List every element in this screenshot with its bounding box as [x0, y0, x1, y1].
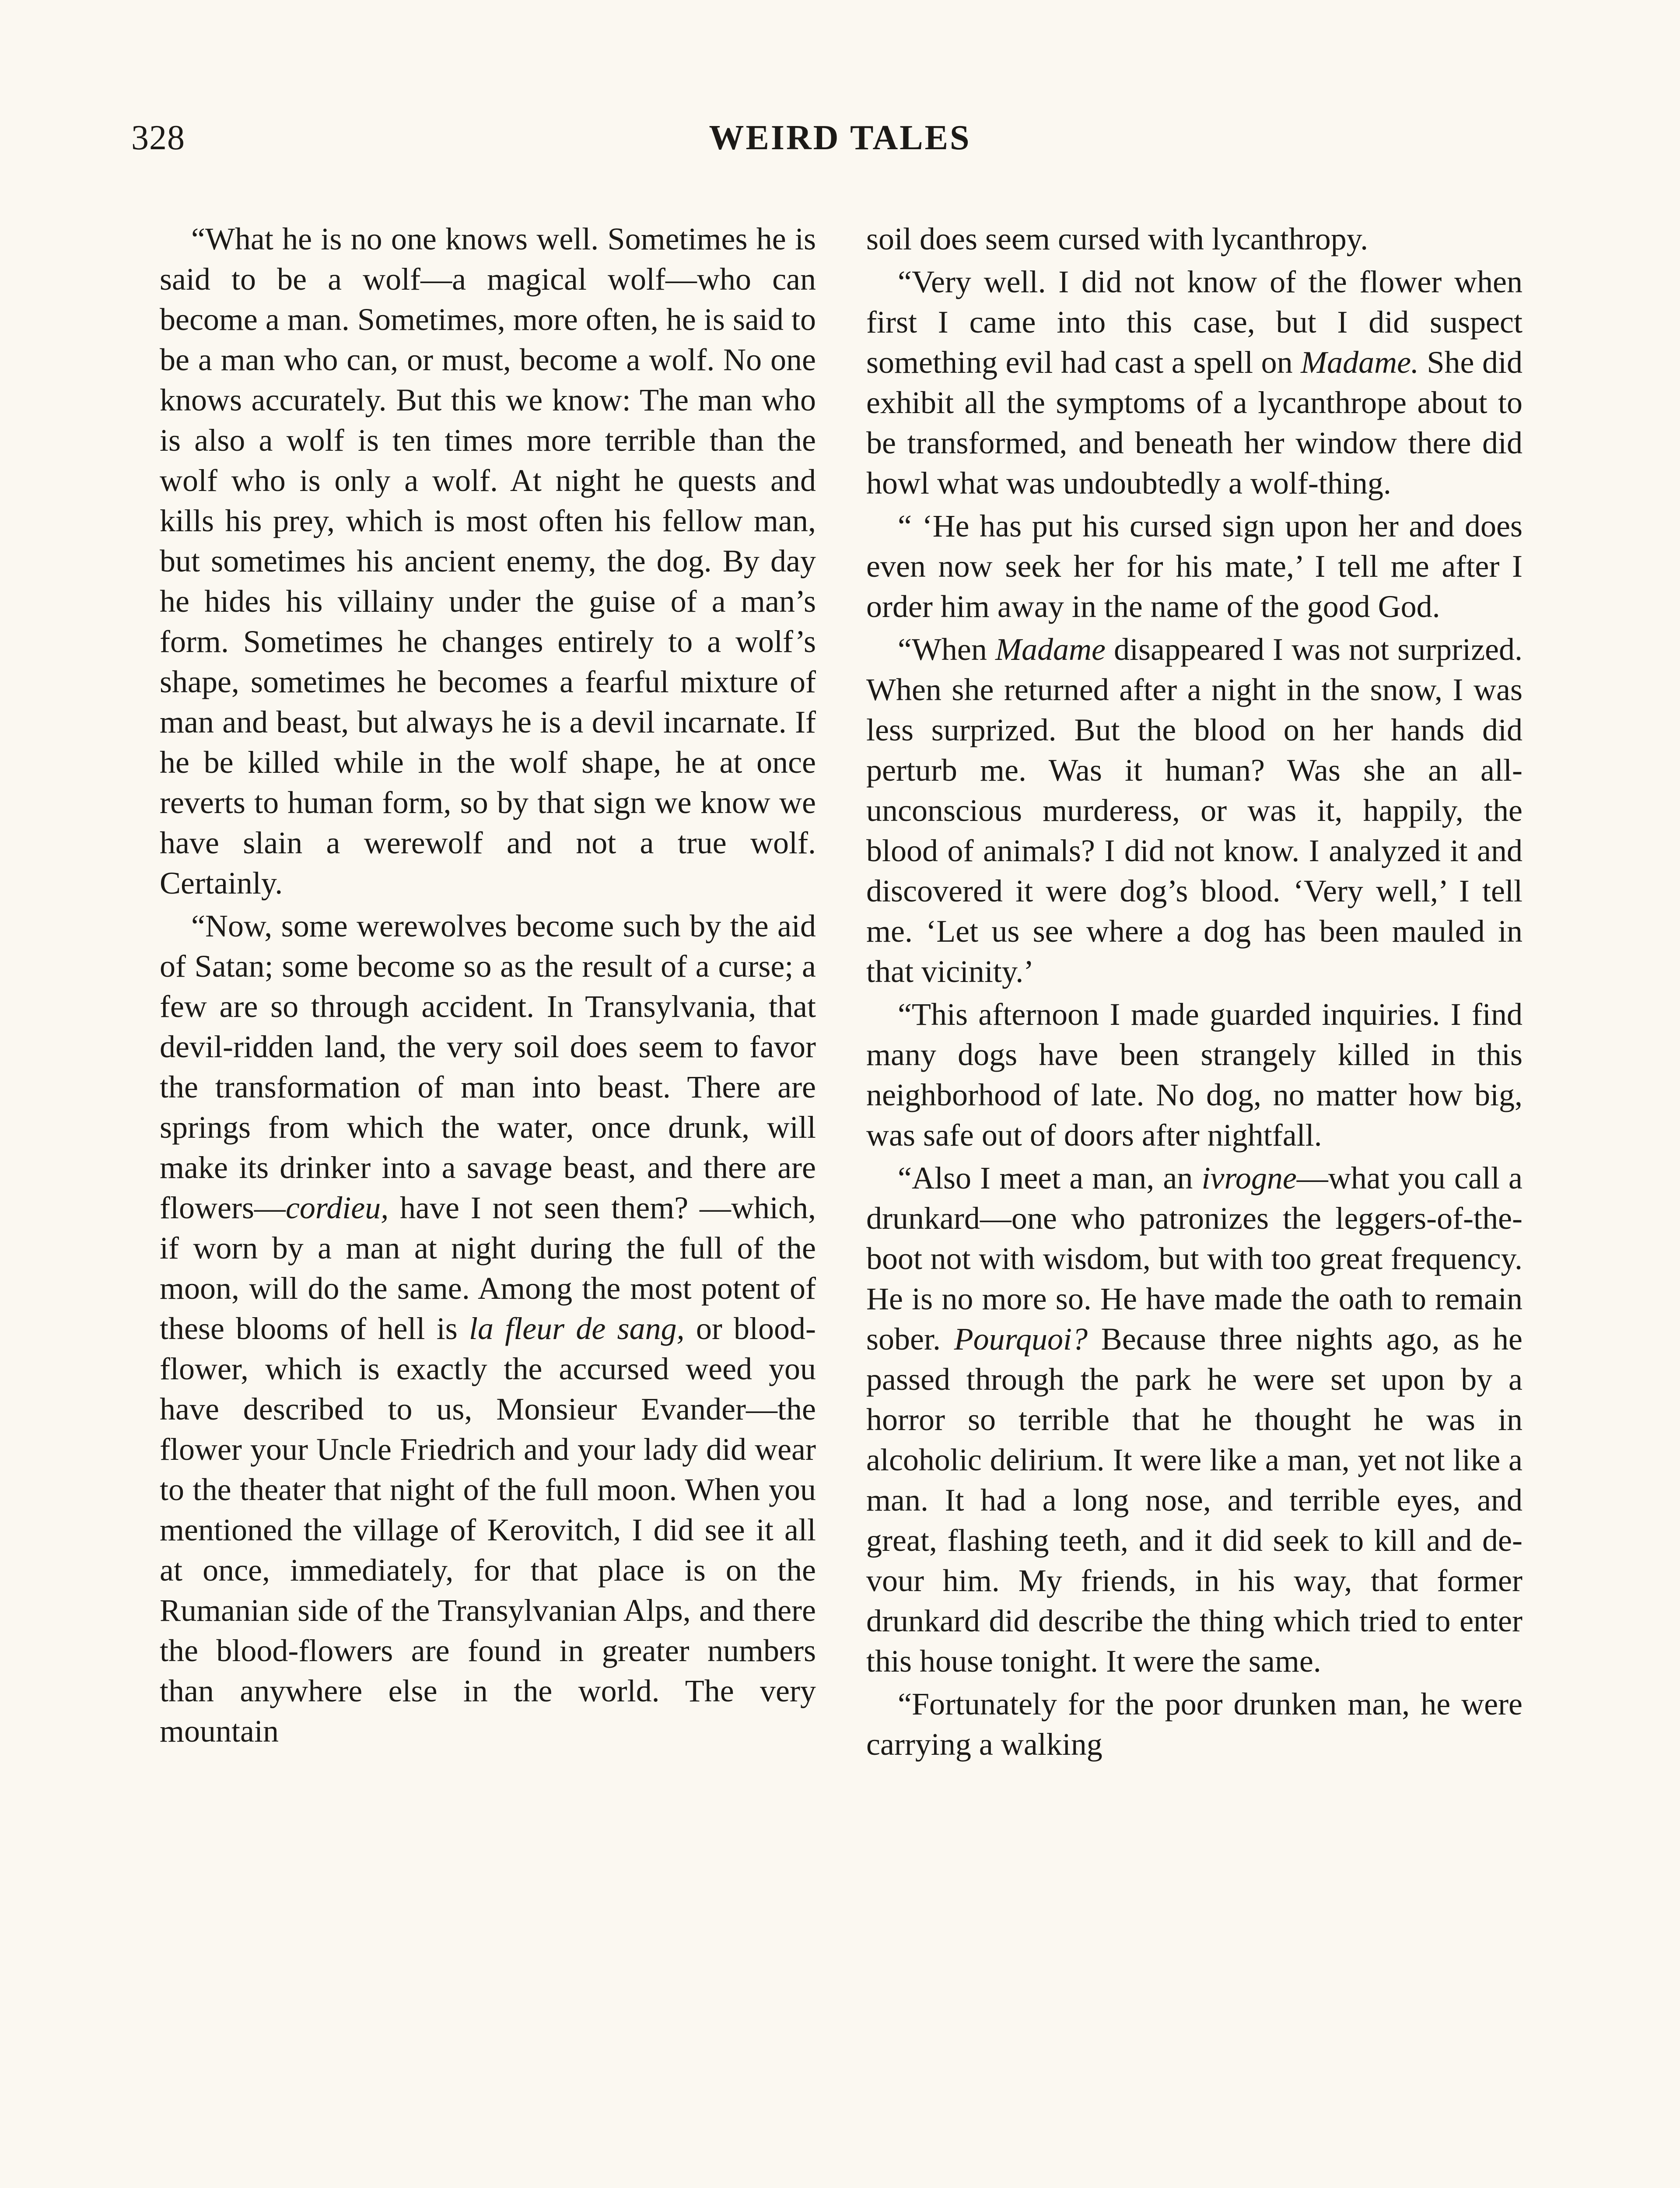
italic-text: ivrogne	[1201, 1161, 1297, 1196]
text-run: “Very well. I did not know of the flower when first I came into this case, but I did suspect something evil had cast a spell on	[866, 264, 1522, 380]
paragraph	[160, 906, 816, 1751]
text-run: have I not seen them? —which, if worn by a man at night during the full of the moon, will do the same. Among the most potent of these blooms of hell is	[160, 1190, 816, 1346]
paragraph: “Fortunately for the poor drunken man, he were carrying a walking	[866, 1687, 1522, 1762]
paragraph: “This afternoon I made guarded inquiries. I find many dogs have been strangely killed in this neighborhood of late. No dog, no matter how big, was safe out of doors after nightfall.	[866, 997, 1522, 1153]
text-run: —what you call a drunkard—one who patronizes the leggers-of-the-boot not with wisdom, but with too great frequency. He is no more so. He have made the oath to remain sober.	[866, 1161, 1522, 1357]
right-column	[866, 219, 1522, 1764]
text-run: or blood-flower, which is exactly the accursed weed you have described to us, Monsieur Evander—the flower your Uncle Friedrich and your lady did wear to the theater that night of the full moon. When you mentioned the village of Kerovitch, I did see it all at once, immediately, for that place is on the Rumanian side of the Transylvanian Alps, and there the blood-flowers are found in greater numbers than anywhere else in the world. The very mountain	[160, 1311, 816, 1749]
text-run: “Also I meet a man, an	[898, 1161, 1202, 1196]
italic-text: cordieu,	[285, 1190, 389, 1225]
text-run: She did exhibit all the symptoms of a lycanthrope about to be transformed, and beneath her window there did howl what was undoubtedly a wolf-thing.	[866, 345, 1522, 501]
text-run: disappeared I was not surprized. When she returned after a night in the snow, I was less surprized. But the blood on her hands did perturb me. Was it human? Was she an all-unconscious murderess, or was it, happily, the blood of animals? I did not know. I analyzed it and discovered it were dog’s blood. ‘Very well,’ I tell me. ‘Let us see where a dog has been mauled in that vicinity.’	[866, 632, 1523, 989]
paragraph: “ ‘He has put his cursed sign upon her and does even now seek her for his mate,’ I tell me after I order him away in the name of the good God.	[866, 508, 1522, 624]
paragraph	[866, 262, 1522, 503]
paragraph	[866, 1158, 1522, 1681]
italic-text: Madame	[995, 632, 1106, 667]
page-number: 328	[131, 119, 185, 157]
left-column	[160, 219, 816, 1751]
paragraph: soil does seem cursed with lycanthropy.	[866, 221, 1368, 256]
italic-text: Pourquoi?	[954, 1322, 1088, 1357]
italic-text: la fleur de sang,	[469, 1311, 685, 1346]
paragraph	[866, 629, 1522, 992]
paragraph: “What he is no one knows well. Sometimes he is said to be a wolf—a magical wolf—who can become a man. Sometimes, more often, he is said to be a man who can, or must, become a wolf. No one knows accurately. But this we know: The man who is also a wolf is ten times more terrible than the wolf who is only a wolf. At night he quests and kills his prey, which is most often his fellow man, but sometimes his ancient enemy, the dog. By day he hides his villainy under the guise of a man’s form. Sometimes he changes entirely to a wolf’s shape, sometimes he becomes a fearful mixture of man and beast, but always he is a devil incarnate. If he be killed while in the wolf shape, he at once reverts to human form, so by that sign we know we have slain a werewolf and not a true wolf. Certainly.	[160, 221, 816, 901]
text-run: “Now, some werewolves become such by the aid of Satan; some become so as the result of a curse; a few are so through accident. In Transylvania, that devil-ridden land, the very soil does seem to favor the transformation of man into beast. There are springs from which the water, once drunk, will make its drinker into a savage beast, and there are flowers—	[160, 908, 816, 1225]
running-title: WEIRD TALES	[709, 119, 971, 157]
text-run: Because three nights ago, as he passed through the park he were set upon by a horror so terrible that he thought he was in alcoholic delirium. It were like a man, yet not like a man. It had a long nose, and terrible eyes, and great, flashing teeth, and it did seek to kill and devour him. My friends, in his way, that former drunkard did describe the thing which tried to enter this house tonight. It were the same.	[866, 1322, 1523, 1679]
italic-text: Madame.	[1301, 345, 1419, 380]
text-run: “When	[898, 632, 995, 667]
